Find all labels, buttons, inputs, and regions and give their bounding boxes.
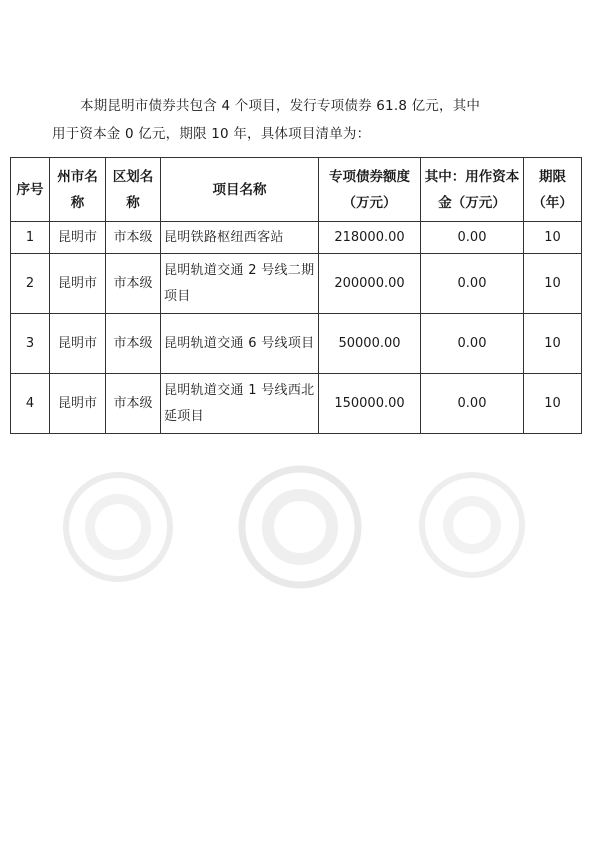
header-capital: 其中：用作资本金（万元） (421, 158, 524, 222)
intro-line-1: 本期昆明市债券共包含 4 个项目，发行专项债券 61.8 亿元，其中 (80, 98, 481, 114)
cell-amount: 218000.00 (319, 222, 421, 254)
cell-seq: 2 (11, 254, 50, 314)
cell-project: 昆明轨道交通 2 号线二期项目 (161, 254, 319, 314)
header-district: 区划名称 (106, 158, 161, 222)
header-prefecture: 州市名称 (50, 158, 106, 222)
seal-left-icon (66, 475, 170, 579)
intro-paragraph (52, 92, 572, 148)
cell-seq: 3 (11, 314, 50, 374)
cell-project: 昆明轨道交通 1 号线西北延项目 (161, 374, 319, 434)
cell-seq: 1 (11, 222, 50, 254)
cell-prefecture: 昆明市 (50, 314, 106, 374)
cell-prefecture: 昆明市 (50, 222, 106, 254)
cell-project: 昆明轨道交通 6 号线项目 (161, 314, 319, 374)
cell-term: 10 (524, 374, 582, 434)
cell-term: 10 (524, 314, 582, 374)
cell-district: 市本级 (106, 222, 161, 254)
cell-project: 昆明铁路枢纽西客站 (161, 222, 319, 254)
intro-line-2: 用于资本金 0 亿元，期限 10 年，具体项目清单为： (52, 126, 371, 142)
cell-district: 市本级 (106, 254, 161, 314)
header-project: 项目名称 (161, 158, 319, 222)
header-seq: 序号 (11, 158, 50, 222)
faint-seal-impressions (0, 465, 595, 605)
table-row (11, 314, 582, 374)
cell-amount: 200000.00 (319, 254, 421, 314)
cell-amount: 50000.00 (319, 314, 421, 374)
header-term: 期限（年） (524, 158, 582, 222)
cell-district: 市本级 (106, 314, 161, 374)
cell-prefecture: 昆明市 (50, 254, 106, 314)
cell-seq: 4 (11, 374, 50, 434)
cell-capital: 0.00 (421, 222, 524, 254)
cell-capital: 0.00 (421, 314, 524, 374)
project-list-table (10, 157, 582, 434)
seal-center-icon (242, 469, 358, 585)
table-row (11, 374, 582, 434)
cell-district: 市本级 (106, 374, 161, 434)
table-header-row (11, 158, 582, 222)
cell-amount: 150000.00 (319, 374, 421, 434)
table-row (11, 254, 582, 314)
header-amount: 专项债券额度（万元） (319, 158, 421, 222)
cell-capital: 0.00 (421, 254, 524, 314)
cell-term: 10 (524, 254, 582, 314)
cell-term: 10 (524, 222, 582, 254)
cell-prefecture: 昆明市 (50, 374, 106, 434)
table-row (11, 222, 582, 254)
cell-capital: 0.00 (421, 374, 524, 434)
seal-right-icon (422, 475, 522, 575)
